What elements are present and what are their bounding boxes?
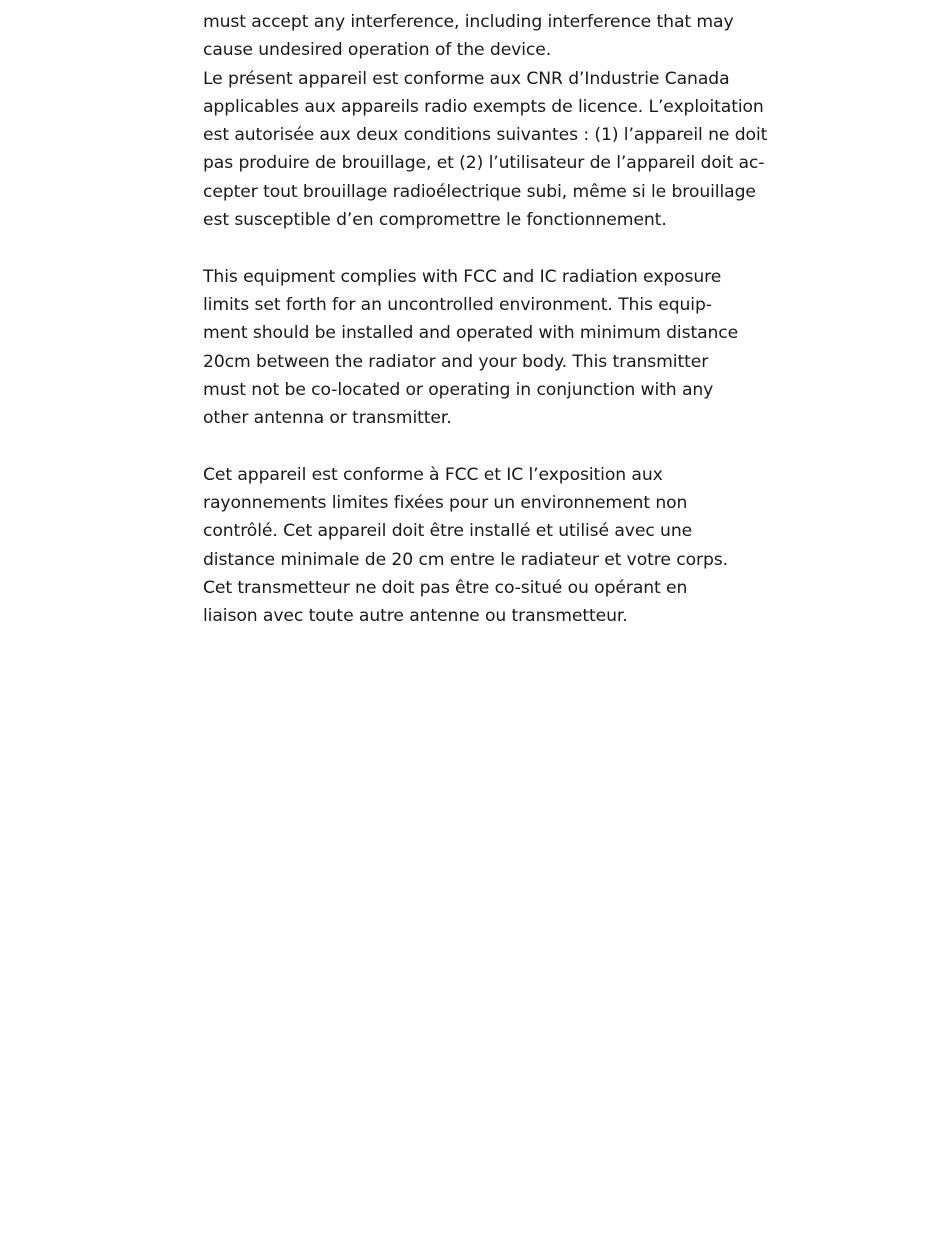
text-line: must not be co-located or operating in conjunction with any [203,379,714,400]
paragraph-spacer [203,234,763,262]
text-line: cause undesired operation of the device. [203,40,552,61]
text-line: rayonnements limites fixées pour un environnement non [203,493,688,514]
text-line: other antenna or transmitter. [203,408,452,429]
text-line: Cet transmetteur ne doit pas être co-situé ou opérant en [203,577,688,598]
text-line: Cet appareil est conforme à FCC et IC l’exposition aux [203,464,663,485]
text-line: 20cm between the radiator and your body. This transmitter [203,351,709,372]
paragraph-fcc-interference-continued [203,8,763,65]
text-line: est autorisée aux deux conditions suivantes : (1) l’appareil ne doit [203,125,768,146]
paragraph-ic-french-conditions [203,65,768,235]
text-line: must accept any interference, including interference that may [203,12,734,32]
paragraph-radiation-exposure-english [203,263,763,433]
text-line: est susceptible d’en compromettre le fonctionnement. [203,210,667,231]
text-line: applicables aux appareils radio exempts de licence. L’exploitation [203,96,764,117]
regulatory-text-column [203,8,768,631]
text-line: pas produire de brouillage, et (2) l’utilisateur de l’appareil doit ac- [203,153,765,174]
paragraph-spacer [203,432,763,460]
paragraph-radiation-exposure-french [203,461,763,631]
text-line: liaison avec toute autre antenne ou transmetteur. [203,606,628,627]
text-line: limits set forth for an uncontrolled environment. This equip- [203,294,712,315]
text-line: ment should be installed and operated with minimum distance [203,323,739,344]
text-line: contrôlé. Cet appareil doit être installé et utilisé avec une [203,521,693,542]
text-line: This equipment complies with FCC and IC radiation exposure [203,266,722,287]
text-line: cepter tout brouillage radioélectrique subi, même si le brouillage [203,181,756,202]
text-line: distance minimale de 20 cm entre le radiateur et votre corps. [203,549,728,570]
text-line: Le présent appareil est conforme aux CNR d’Industrie Canada [203,68,730,89]
